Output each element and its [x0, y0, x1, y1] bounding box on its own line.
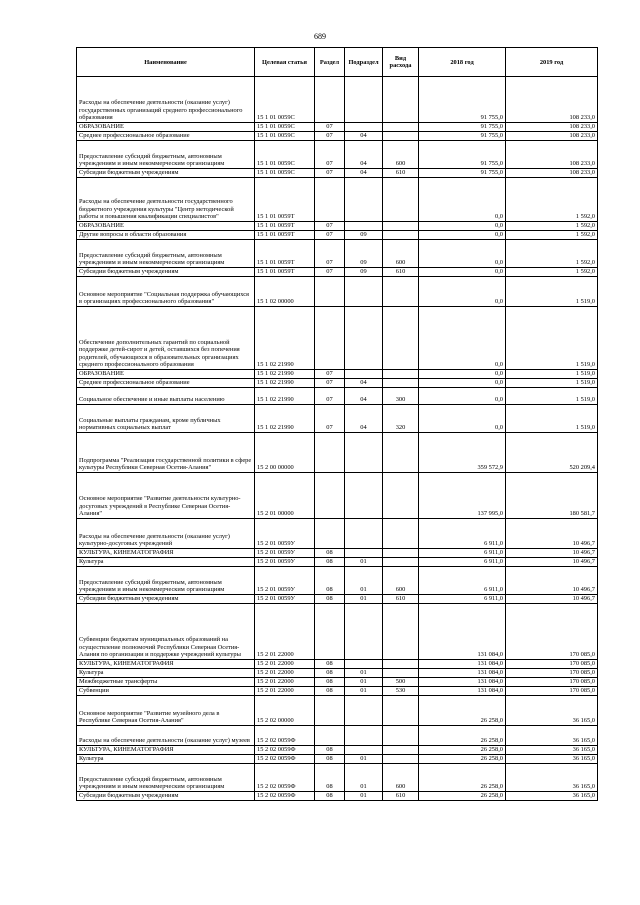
cell-expense-type: 600 — [383, 141, 419, 169]
cell-target-article: 15 1 02 00000 — [255, 277, 315, 307]
cell-2018: 0,0 — [419, 307, 506, 370]
table-row — [77, 669, 598, 678]
cell-section — [315, 604, 345, 660]
cell-section: 08 — [315, 660, 345, 669]
cell-target-article: 15 2 02 0059Ф — [255, 764, 315, 792]
cell-2019: 36 165,0 — [506, 726, 598, 746]
cell-2018: 91 755,0 — [419, 132, 506, 141]
cell-expense-type — [383, 549, 419, 558]
cell-2019: 170 085,0 — [506, 660, 598, 669]
cell-subsection — [345, 178, 383, 222]
cell-target-article: 15 2 01 0059У — [255, 558, 315, 567]
cell-name: Межбюджетные трансферты — [77, 678, 255, 687]
cell-name: ОБРАЗОВАНИЕ — [77, 222, 255, 231]
cell-2019: 10 496,7 — [506, 519, 598, 549]
cell-2019: 170 085,0 — [506, 678, 598, 687]
cell-expense-type — [383, 604, 419, 660]
cell-2019: 1 519,0 — [506, 388, 598, 405]
cell-name: Подпрограмма "Реализация государственной политики в сфере культуры Республики Северная Осетия-Алания" — [77, 433, 255, 473]
cell-name: Культура — [77, 755, 255, 764]
cell-name: Расходы на обеспечение деятельности (оказание услуг) музеев — [77, 726, 255, 746]
cell-name: КУЛЬТУРА, КИНЕМАТОГРАФИЯ — [77, 549, 255, 558]
cell-name: Среднее профессиональное образование — [77, 379, 255, 388]
cell-2018: 0,0 — [419, 379, 506, 388]
cell-subsection: 09 — [345, 240, 383, 268]
cell-expense-type — [383, 519, 419, 549]
cell-2018: 91 755,0 — [419, 169, 506, 178]
cell-subsection — [345, 726, 383, 746]
cell-section: 07 — [315, 169, 345, 178]
table-row — [77, 169, 598, 178]
cell-2018: 131 084,0 — [419, 687, 506, 696]
cell-2018: 26 258,0 — [419, 764, 506, 792]
cell-2018: 0,0 — [419, 240, 506, 268]
cell-2019: 1 519,0 — [506, 307, 598, 370]
cell-target-article: 15 1 02 21990 — [255, 379, 315, 388]
cell-name: Субсидии бюджетным учреждениям — [77, 595, 255, 604]
cell-target-article: 15 1 02 21990 — [255, 388, 315, 405]
cell-target-article: 15 2 02 0059Ф — [255, 726, 315, 746]
cell-subsection — [345, 604, 383, 660]
cell-target-article: 15 1 01 0059С — [255, 132, 315, 141]
cell-2019: 1 592,0 — [506, 222, 598, 231]
cell-2018: 0,0 — [419, 405, 506, 433]
cell-section: 07 — [315, 268, 345, 277]
cell-name: Субвенции бюджетам муниципальных образований на осуществление полномочий Республики Северная Осетия-Алания по организации и поддержке учреждений культуры — [77, 604, 255, 660]
cell-2018: 0,0 — [419, 277, 506, 307]
cell-section — [315, 77, 345, 123]
cell-target-article: 15 1 01 0059С — [255, 141, 315, 169]
cell-subsection: 04 — [345, 141, 383, 169]
cell-name: Предоставление субсидий бюджетным, автономным учреждениям и иным некоммерческим организациям — [77, 764, 255, 792]
cell-subsection — [345, 123, 383, 132]
cell-section: 08 — [315, 792, 345, 801]
cell-section: 07 — [315, 388, 345, 405]
cell-2019: 36 165,0 — [506, 792, 598, 801]
cell-subsection: 01 — [345, 755, 383, 764]
cell-subsection: 04 — [345, 405, 383, 433]
cell-2019: 10 496,7 — [506, 567, 598, 595]
cell-2018: 131 084,0 — [419, 604, 506, 660]
cell-2018: 26 258,0 — [419, 696, 506, 726]
cell-expense-type — [383, 277, 419, 307]
cell-2018: 6 911,0 — [419, 558, 506, 567]
cell-2018: 26 258,0 — [419, 726, 506, 746]
cell-2018: 91 755,0 — [419, 77, 506, 123]
cell-expense-type — [383, 473, 419, 519]
cell-2019: 1 592,0 — [506, 231, 598, 240]
cell-section: 08 — [315, 678, 345, 687]
table-row — [77, 558, 598, 567]
table-row — [77, 388, 598, 405]
cell-expense-type: 610 — [383, 792, 419, 801]
table-row — [77, 696, 598, 726]
table-row — [77, 746, 598, 755]
cell-section: 08 — [315, 764, 345, 792]
cell-section: 07 — [315, 379, 345, 388]
cell-name: Основное мероприятие "Развитие музейного дела в Республике Северная Осетия-Алания" — [77, 696, 255, 726]
cell-target-article: 15 2 01 22000 — [255, 687, 315, 696]
cell-target-article: 15 2 00 00000 — [255, 433, 315, 473]
cell-expense-type — [383, 755, 419, 764]
cell-section: 07 — [315, 141, 345, 169]
cell-target-article: 15 2 02 0059Ф — [255, 755, 315, 764]
cell-subsection — [345, 370, 383, 379]
cell-2019: 1 519,0 — [506, 277, 598, 307]
table-row — [77, 660, 598, 669]
table-row — [77, 222, 598, 231]
cell-target-article: 15 2 01 22000 — [255, 678, 315, 687]
cell-target-article: 15 2 02 0059Ф — [255, 792, 315, 801]
table-row — [77, 268, 598, 277]
cell-expense-type: 300 — [383, 388, 419, 405]
cell-target-article: 15 1 02 21990 — [255, 370, 315, 379]
cell-expense-type — [383, 307, 419, 370]
cell-name: КУЛЬТУРА, КИНЕМАТОГРАФИЯ — [77, 746, 255, 755]
cell-2019: 108 233,0 — [506, 169, 598, 178]
cell-2019: 170 085,0 — [506, 604, 598, 660]
cell-subsection — [345, 549, 383, 558]
cell-2018: 137 995,0 — [419, 473, 506, 519]
table-row — [77, 678, 598, 687]
table-row — [77, 764, 598, 792]
cell-2018: 0,0 — [419, 370, 506, 379]
cell-expense-type — [383, 379, 419, 388]
cell-section — [315, 519, 345, 549]
cell-target-article: 15 2 01 0059У — [255, 519, 315, 549]
header-year-2018: 2018 год — [419, 48, 506, 77]
cell-subsection — [345, 519, 383, 549]
cell-section — [315, 178, 345, 222]
cell-section: 08 — [315, 687, 345, 696]
cell-target-article: 15 2 01 0059У — [255, 567, 315, 595]
cell-2019: 170 085,0 — [506, 669, 598, 678]
cell-2019: 1 519,0 — [506, 370, 598, 379]
header-subsection: Подраздел — [345, 48, 383, 77]
cell-2019: 1 519,0 — [506, 405, 598, 433]
cell-2019: 1 592,0 — [506, 268, 598, 277]
cell-2018: 0,0 — [419, 178, 506, 222]
cell-name: Субсидии бюджетным учреждениям — [77, 792, 255, 801]
cell-2019: 10 496,7 — [506, 558, 598, 567]
table-row — [77, 755, 598, 764]
header-year-2019: 2019 год — [506, 48, 598, 77]
header-row — [77, 48, 598, 77]
cell-name: Среднее профессиональное образование — [77, 132, 255, 141]
cell-target-article: 15 2 01 22000 — [255, 604, 315, 660]
cell-name: Расходы на обеспечение деятельности государственного бюджетного учреждения культуры "Центр методической работы и повышения квалификации специалистов" — [77, 178, 255, 222]
cell-expense-type: 500 — [383, 678, 419, 687]
cell-name: Предоставление субсидий бюджетным, автономным учреждениям и иным некоммерческим организациям — [77, 567, 255, 595]
cell-subsection — [345, 77, 383, 123]
table-row — [77, 549, 598, 558]
budget-table — [76, 47, 598, 801]
cell-target-article: 15 1 01 0059Т — [255, 240, 315, 268]
cell-subsection: 01 — [345, 792, 383, 801]
cell-name: Субвенции — [77, 687, 255, 696]
cell-subsection — [345, 307, 383, 370]
cell-2018: 0,0 — [419, 231, 506, 240]
table-body — [77, 77, 598, 801]
cell-expense-type — [383, 558, 419, 567]
cell-subsection: 04 — [345, 132, 383, 141]
cell-expense-type: 610 — [383, 595, 419, 604]
cell-expense-type — [383, 123, 419, 132]
cell-section: 08 — [315, 567, 345, 595]
cell-section: 07 — [315, 405, 345, 433]
cell-2019: 180 581,7 — [506, 473, 598, 519]
cell-2019: 170 085,0 — [506, 687, 598, 696]
table-row — [77, 123, 598, 132]
cell-section — [315, 433, 345, 473]
cell-section — [315, 473, 345, 519]
cell-target-article: 15 1 01 0059С — [255, 169, 315, 178]
cell-section — [315, 696, 345, 726]
cell-target-article: 15 2 01 0059У — [255, 549, 315, 558]
cell-expense-type: 600 — [383, 567, 419, 595]
cell-2018: 131 084,0 — [419, 678, 506, 687]
cell-2018: 131 084,0 — [419, 669, 506, 678]
cell-section — [315, 307, 345, 370]
cell-expense-type: 320 — [383, 405, 419, 433]
cell-expense-type — [383, 746, 419, 755]
cell-2018: 0,0 — [419, 222, 506, 231]
cell-expense-type — [383, 77, 419, 123]
cell-section: 08 — [315, 755, 345, 764]
cell-name: Субсидии бюджетным учреждениям — [77, 268, 255, 277]
cell-2018: 6 911,0 — [419, 519, 506, 549]
table-row — [77, 141, 598, 169]
cell-name: Социальное обеспечение и иные выплаты населению — [77, 388, 255, 405]
header-name: Наименование — [77, 48, 255, 77]
cell-target-article: 15 1 01 0059Т — [255, 268, 315, 277]
cell-name: Расходы на обеспечение деятельности (оказание услуг) государственных организаций среднего профессионального образования — [77, 77, 255, 123]
cell-2019: 36 165,0 — [506, 764, 598, 792]
table-row — [77, 405, 598, 433]
cell-name: Основное мероприятие "Социальная поддержка обучающихся в организациях профессионального образования" — [77, 277, 255, 307]
cell-2018: 91 755,0 — [419, 123, 506, 132]
table-row — [77, 132, 598, 141]
cell-name: Предоставление субсидий бюджетным, автономным учреждениям и иным некоммерческим организациям — [77, 141, 255, 169]
cell-subsection: 04 — [345, 169, 383, 178]
cell-section — [315, 726, 345, 746]
cell-2019: 108 233,0 — [506, 123, 598, 132]
cell-target-article: 15 1 01 0059С — [255, 123, 315, 132]
cell-2019: 1 519,0 — [506, 379, 598, 388]
table-row — [77, 687, 598, 696]
header-target-article: Целевая статья — [255, 48, 315, 77]
cell-2019: 10 496,7 — [506, 549, 598, 558]
cell-name: ОБРАЗОВАНИЕ — [77, 123, 255, 132]
table-row — [77, 604, 598, 660]
cell-subsection: 04 — [345, 379, 383, 388]
table-row — [77, 726, 598, 746]
cell-section: 08 — [315, 558, 345, 567]
cell-expense-type — [383, 669, 419, 678]
table-row — [77, 595, 598, 604]
cell-subsection: 01 — [345, 687, 383, 696]
cell-subsection: 04 — [345, 388, 383, 405]
cell-2018: 359 572,9 — [419, 433, 506, 473]
cell-subsection: 01 — [345, 558, 383, 567]
cell-subsection: 09 — [345, 268, 383, 277]
cell-target-article: 15 1 01 0059Т — [255, 222, 315, 231]
cell-target-article: 15 2 01 22000 — [255, 660, 315, 669]
cell-target-article: 15 1 02 21990 — [255, 405, 315, 433]
cell-section: 07 — [315, 231, 345, 240]
table-row — [77, 370, 598, 379]
cell-subsection: 01 — [345, 595, 383, 604]
cell-expense-type — [383, 178, 419, 222]
cell-name: Другие вопросы в области образования — [77, 231, 255, 240]
cell-subsection: 01 — [345, 678, 383, 687]
cell-name: КУЛЬТУРА, КИНЕМАТОГРАФИЯ — [77, 660, 255, 669]
cell-expense-type: 600 — [383, 240, 419, 268]
cell-2018: 0,0 — [419, 388, 506, 405]
cell-subsection — [345, 696, 383, 726]
cell-2019: 10 496,7 — [506, 595, 598, 604]
cell-2018: 26 258,0 — [419, 792, 506, 801]
cell-section: 07 — [315, 123, 345, 132]
cell-2018: 6 911,0 — [419, 595, 506, 604]
cell-section: 08 — [315, 549, 345, 558]
cell-2018: 0,0 — [419, 268, 506, 277]
cell-subsection — [345, 746, 383, 755]
cell-subsection — [345, 277, 383, 307]
cell-2019: 36 165,0 — [506, 696, 598, 726]
cell-expense-type — [383, 132, 419, 141]
table-row — [77, 178, 598, 222]
cell-target-article: 15 1 01 0059Т — [255, 178, 315, 222]
cell-expense-type — [383, 222, 419, 231]
cell-name: ОБРАЗОВАНИЕ — [77, 370, 255, 379]
cell-2019: 36 165,0 — [506, 746, 598, 755]
cell-2019: 108 233,0 — [506, 132, 598, 141]
cell-expense-type: 610 — [383, 268, 419, 277]
cell-section: 07 — [315, 240, 345, 268]
table-row — [77, 473, 598, 519]
cell-2018: 26 258,0 — [419, 755, 506, 764]
cell-target-article: 15 1 02 21990 — [255, 307, 315, 370]
cell-2019: 108 233,0 — [506, 141, 598, 169]
header-expense-type: Вид расхода — [383, 48, 419, 77]
cell-section: 07 — [315, 132, 345, 141]
cell-expense-type — [383, 660, 419, 669]
cell-target-article: 15 1 01 0059С — [255, 77, 315, 123]
cell-section: 08 — [315, 746, 345, 755]
cell-name: Субсидии бюджетным учреждениям — [77, 169, 255, 178]
cell-expense-type: 530 — [383, 687, 419, 696]
cell-name: Расходы на обеспечение деятельности (оказание услуг) культурно-досуговых учреждений — [77, 519, 255, 549]
table-row — [77, 792, 598, 801]
cell-target-article: 15 2 01 22000 — [255, 669, 315, 678]
cell-subsection — [345, 222, 383, 231]
cell-expense-type — [383, 696, 419, 726]
cell-target-article: 15 2 01 0059У — [255, 595, 315, 604]
cell-2019: 108 233,0 — [506, 77, 598, 123]
table-row — [77, 77, 598, 123]
table-row — [77, 519, 598, 549]
cell-subsection: 01 — [345, 764, 383, 792]
cell-section: 07 — [315, 222, 345, 231]
cell-subsection: 09 — [345, 231, 383, 240]
table-row — [77, 240, 598, 268]
cell-2018: 6 911,0 — [419, 567, 506, 595]
cell-2018: 6 911,0 — [419, 549, 506, 558]
cell-subsection: 01 — [345, 669, 383, 678]
cell-expense-type — [383, 231, 419, 240]
cell-name: Предоставление субсидий бюджетным, автономным учреждениям и иным некоммерческим организациям — [77, 240, 255, 268]
cell-name: Основное мероприятие "Развитие деятельности культурно-досуговых учреждений в Республике Северная Осетия-Алания" — [77, 473, 255, 519]
cell-target-article: 15 2 02 00000 — [255, 696, 315, 726]
cell-expense-type — [383, 433, 419, 473]
cell-2019: 1 592,0 — [506, 240, 598, 268]
cell-section: 08 — [315, 669, 345, 678]
cell-name: Культура — [77, 669, 255, 678]
cell-2018: 26 258,0 — [419, 746, 506, 755]
table-row — [77, 433, 598, 473]
table-row — [77, 277, 598, 307]
cell-target-article: 15 1 01 0059Т — [255, 231, 315, 240]
cell-section: 08 — [315, 595, 345, 604]
cell-section: 07 — [315, 370, 345, 379]
cell-name: Социальные выплаты гражданам, кроме публичных нормативных социальных выплат — [77, 405, 255, 433]
cell-section — [315, 277, 345, 307]
table-row — [77, 567, 598, 595]
cell-2019: 520 209,4 — [506, 433, 598, 473]
cell-name: Культура — [77, 558, 255, 567]
cell-expense-type — [383, 726, 419, 746]
cell-subsection — [345, 473, 383, 519]
cell-2019: 1 592,0 — [506, 178, 598, 222]
cell-target-article: 15 2 01 00000 — [255, 473, 315, 519]
table-row — [77, 379, 598, 388]
cell-subsection: 01 — [345, 567, 383, 595]
table-row — [77, 307, 598, 370]
header-section: Раздел — [315, 48, 345, 77]
cell-2018: 91 755,0 — [419, 141, 506, 169]
cell-expense-type — [383, 370, 419, 379]
cell-target-article: 15 2 02 0059Ф — [255, 746, 315, 755]
cell-name: Обеспечение дополнительных гарантий по социальной поддержке детей-сирот и детей, оставшихся без попечения родителей, обучающихся в образовательных организациях среднего профессионального образования — [77, 307, 255, 370]
table-row — [77, 231, 598, 240]
cell-subsection — [345, 660, 383, 669]
cell-expense-type: 610 — [383, 169, 419, 178]
cell-expense-type: 600 — [383, 764, 419, 792]
page-number: 689 — [314, 32, 326, 41]
cell-subsection — [345, 433, 383, 473]
cell-2018: 131 084,0 — [419, 660, 506, 669]
cell-2019: 36 165,0 — [506, 755, 598, 764]
